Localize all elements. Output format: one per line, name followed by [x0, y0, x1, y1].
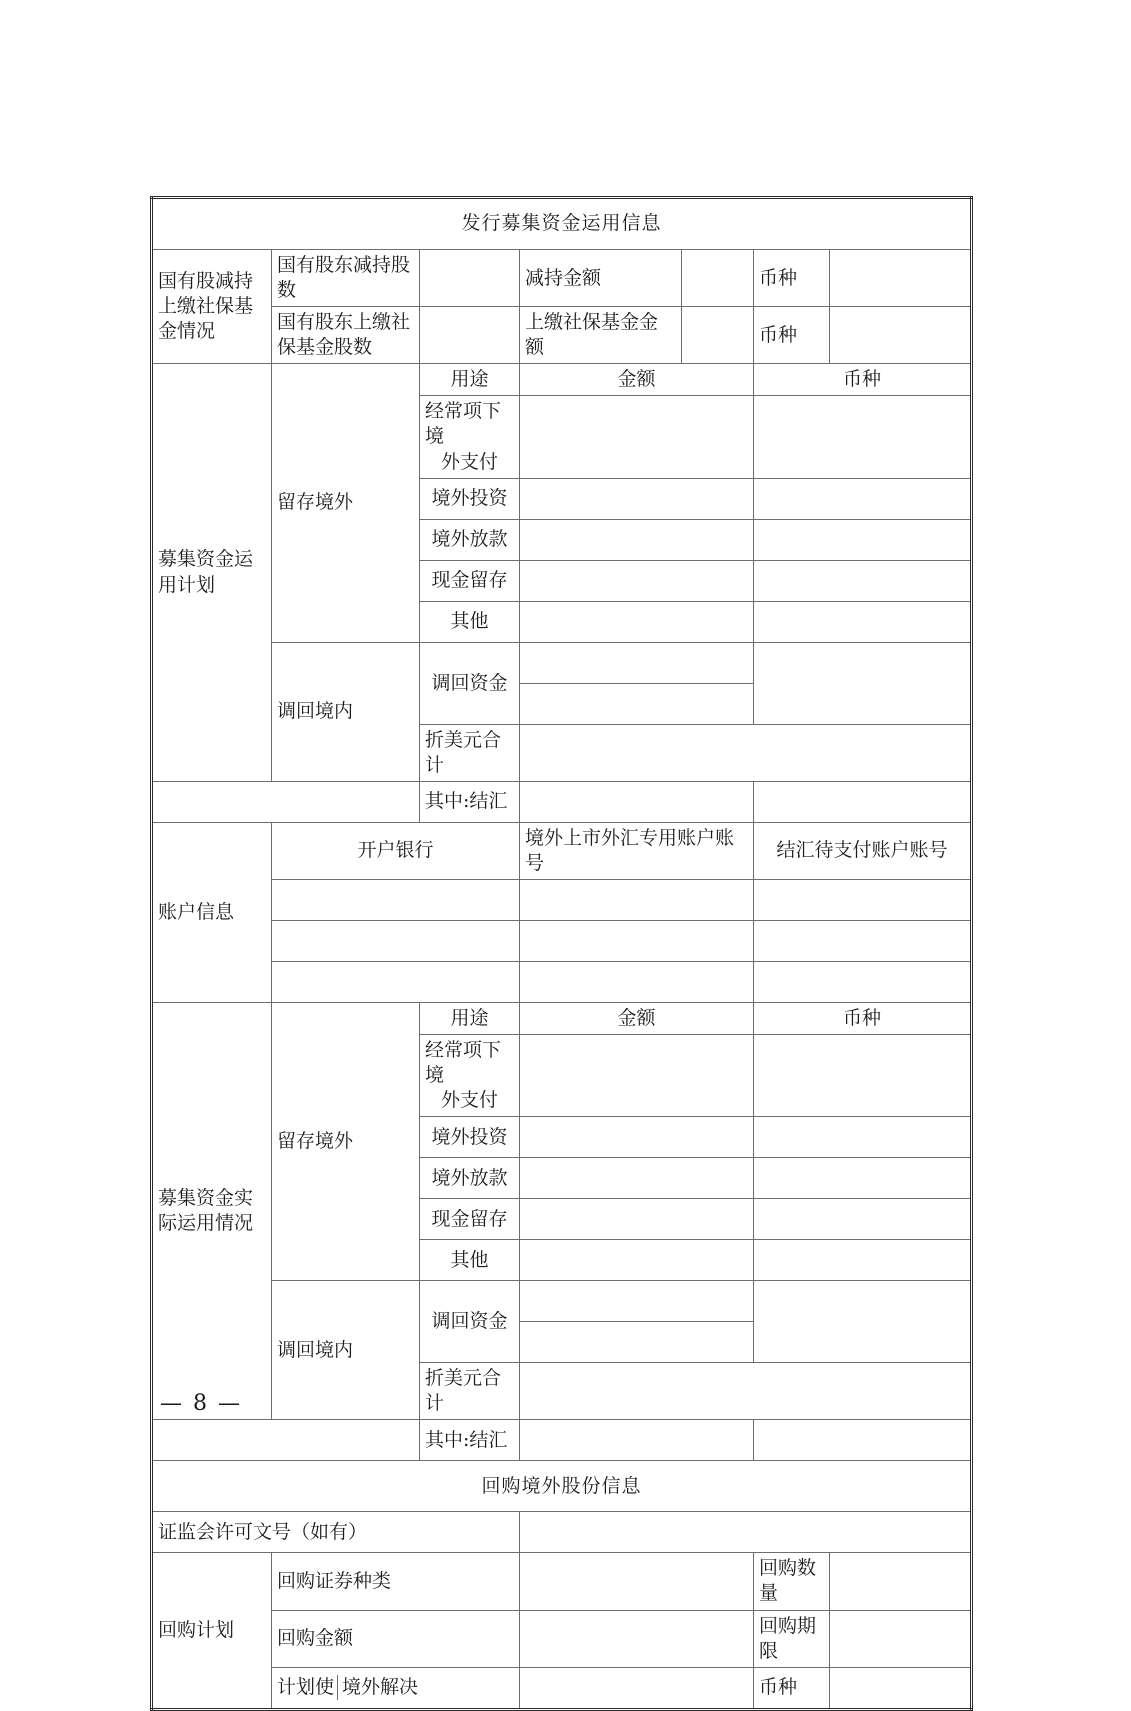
fund-actual-purpose-current-account-payment	[420, 1035, 520, 1117]
fund-actual-settlement-currency[interactable]	[754, 1420, 972, 1461]
fund-plan-amount-recalled-funds-1[interactable]	[520, 642, 754, 683]
account-info-settlement-account-1[interactable]	[754, 879, 972, 920]
buyback-amount-label: 回购金额	[272, 1610, 520, 1667]
form-table-container	[150, 196, 970, 1711]
split-label-wrapper	[277, 1675, 514, 1700]
fund-actual-currency-current-account-payment[interactable]	[754, 1035, 972, 1117]
account-info-bank-2[interactable]	[272, 920, 520, 961]
state-shares-reduction-shares-value[interactable]	[420, 250, 520, 307]
account-info-settlement-account-3[interactable]	[754, 961, 972, 1002]
buyback-quantity-label: 回购数量	[754, 1553, 830, 1610]
account-info-data-row-2	[152, 920, 972, 961]
fund-plan-settlement-spacer	[152, 781, 420, 822]
fund-actual-currency-overseas-investment[interactable]	[754, 1117, 972, 1158]
fund-actual-recalled-funds-row-1	[152, 1281, 972, 1322]
state-shares-ssf-currency-label: 币种	[754, 307, 830, 364]
buyback-period-label: 回购期限	[754, 1610, 830, 1667]
fund-actual-header-purpose: 用途	[420, 1002, 520, 1034]
account-info-header-bank: 开户银行	[272, 822, 520, 879]
fund-plan-purpose-other: 其他	[420, 601, 520, 642]
fund-actual-settlement-spacer	[152, 1420, 420, 1461]
buyback-section-title: 回购境外股份信息	[152, 1461, 972, 1512]
account-info-header-row	[152, 822, 972, 879]
fund-actual-settlement-row	[152, 1420, 972, 1461]
buyback-plan-row-1	[152, 1553, 972, 1610]
account-info-bank-1[interactable]	[272, 879, 520, 920]
state-shares-ssf-shares-label: 国有股东上缴社保基金股数	[272, 307, 420, 364]
fund-plan-settlement-row	[152, 781, 972, 822]
fund-actual-amount-other[interactable]	[520, 1240, 754, 1281]
account-info-header-account-no: 境外上市外汇专用账户账号	[520, 822, 754, 879]
fund-actual-purpose-overseas-investment: 境外投资	[420, 1117, 520, 1158]
fund-actual-amount-recalled-funds-2[interactable]	[520, 1322, 754, 1363]
page-number: — 8 —	[160, 1391, 242, 1416]
fund-actual-amount-current-account-payment[interactable]	[520, 1035, 754, 1117]
fund-actual-purpose-cash-retention: 现金留存	[420, 1199, 520, 1240]
buyback-overseas-resolution-value[interactable]	[520, 1667, 754, 1709]
fund-plan-currency-current-account-payment[interactable]	[754, 396, 972, 478]
section-title-row	[152, 198, 972, 250]
state-shares-row-2	[152, 307, 972, 364]
state-shares-ssf-amount-value[interactable]	[682, 307, 754, 364]
fund-actual-header-amount: 金额	[520, 1002, 754, 1034]
state-shares-reduction-amount-value[interactable]	[682, 250, 754, 307]
buyback-period-value[interactable]	[830, 1610, 972, 1667]
fund-plan-header-amount: 金额	[520, 364, 754, 396]
fund-plan-purpose-recalled-funds: 调回资金	[420, 642, 520, 724]
state-shares-reduction-currency-value[interactable]	[830, 250, 972, 307]
fund-plan-row-label: 募集资金运用计划	[152, 364, 272, 781]
fund-plan-amount-overseas-investment[interactable]	[520, 478, 754, 519]
account-info-header-settlement-account: 结汇待支付账户账号	[754, 822, 972, 879]
fund-plan-currency-recalled-funds[interactable]	[754, 642, 972, 724]
fund-plan-header-purpose: 用途	[420, 364, 520, 396]
fund-plan-settlement-amount[interactable]	[520, 781, 754, 822]
fund-plan-amount-recalled-funds-2[interactable]	[520, 683, 754, 724]
purpose-line-1: 经常项下境	[425, 1039, 502, 1087]
account-info-account-no-1[interactable]	[520, 879, 754, 920]
buyback-csrc-row	[152, 1512, 972, 1553]
fund-actual-usd-total-label: 折美元合计	[420, 1363, 520, 1420]
purpose-line-2: 外支付	[440, 1089, 498, 1112]
fund-actual-row-label: 募集资金实际运用情况	[152, 1002, 272, 1419]
fund-plan-header-row	[152, 364, 972, 396]
state-shares-row-1	[152, 250, 972, 307]
fund-plan-settlement-label: 其中:结汇	[420, 781, 520, 822]
purpose-line-1: 经常项下境	[425, 400, 502, 448]
account-info-data-row-1	[152, 879, 972, 920]
purpose-line-2: 外支付	[440, 450, 498, 473]
account-info-data-row-3	[152, 961, 972, 1002]
state-shares-reduction-shares-label: 国有股东减持股数	[272, 250, 420, 307]
buyback-plan-row-2	[152, 1610, 972, 1667]
fund-plan-purpose-overseas-lending: 境外放款	[420, 519, 520, 560]
fund-plan-purpose-cash-retention: 现金留存	[420, 560, 520, 601]
account-info-settlement-account-2[interactable]	[754, 920, 972, 961]
fund-actual-currency-other[interactable]	[754, 1240, 972, 1281]
fund-actual-settlement-amount[interactable]	[520, 1420, 754, 1461]
fund-actual-group-repatriate: 调回境内	[272, 1281, 420, 1420]
buyback-amount-value[interactable]	[520, 1610, 754, 1667]
fund-actual-amount-overseas-lending[interactable]	[520, 1158, 754, 1199]
buyback-security-type-value[interactable]	[520, 1553, 754, 1610]
buyback-quantity-value[interactable]	[830, 1553, 972, 1610]
state-shares-ssf-currency-value[interactable]	[830, 307, 972, 364]
fund-plan-group-overseas: 留存境外	[272, 364, 420, 642]
account-info-account-no-3[interactable]	[520, 961, 754, 1002]
issue-section-title: 发行募集资金运用信息	[152, 198, 972, 250]
buyback-plan-use-label: 计划使	[277, 1675, 338, 1700]
account-info-row-label: 账户信息	[152, 822, 272, 1002]
fund-plan-header-currency: 币种	[754, 364, 972, 396]
buyback-security-type-label: 回购证券种类	[272, 1553, 520, 1610]
fund-plan-currency-overseas-investment[interactable]	[754, 478, 972, 519]
fund-plan-usd-total-value[interactable]	[520, 724, 972, 781]
fund-actual-purpose-other: 其他	[420, 1240, 520, 1281]
account-info-bank-3[interactable]	[272, 961, 520, 1002]
fund-plan-recalled-funds-row-1	[152, 642, 972, 683]
state-shares-ssf-shares-value[interactable]	[420, 307, 520, 364]
fund-plan-amount-cash-retention[interactable]	[520, 560, 754, 601]
state-shares-row-label: 国有股减持上缴社保基金情况	[152, 250, 272, 364]
fund-plan-purpose-current-account-payment	[420, 396, 520, 478]
fund-plan-currency-overseas-lending[interactable]	[754, 519, 972, 560]
fund-plan-group-repatriate: 调回境内	[272, 642, 420, 781]
buyback-csrc-value[interactable]	[520, 1512, 972, 1553]
fund-actual-header-currency: 币种	[754, 1002, 972, 1034]
buyback-overseas-resolution-label	[272, 1667, 520, 1709]
fund-actual-purpose-recalled-funds: 调回资金	[420, 1281, 520, 1363]
buyback-plan-row-3	[152, 1667, 972, 1709]
buyback-overseas-resolve-label: 境外解决	[342, 1676, 419, 1699]
fund-actual-amount-overseas-investment[interactable]	[520, 1117, 754, 1158]
fund-plan-amount-other[interactable]	[520, 601, 754, 642]
state-shares-ssf-amount-label: 上缴社保基金金额	[520, 307, 682, 364]
buyback-csrc-label: 证监会许可文号（如有）	[152, 1512, 520, 1553]
state-shares-reduction-amount-label: 减持金额	[520, 250, 682, 307]
fund-plan-amount-overseas-lending[interactable]	[520, 519, 754, 560]
fund-plan-currency-other[interactable]	[754, 601, 972, 642]
fund-actual-amount-recalled-funds-1[interactable]	[520, 1281, 754, 1322]
fund-actual-settlement-label: 其中:结汇	[420, 1420, 520, 1461]
fund-plan-settlement-currency[interactable]	[754, 781, 972, 822]
buyback-section-title-row	[152, 1461, 972, 1512]
state-shares-reduction-currency-label: 币种	[754, 250, 830, 307]
account-info-account-no-2[interactable]	[520, 920, 754, 961]
fund-actual-header-row	[152, 1002, 972, 1034]
fund-actual-purpose-overseas-lending: 境外放款	[420, 1158, 520, 1199]
fund-actual-currency-recalled-funds[interactable]	[754, 1281, 972, 1363]
fund-plan-usd-total-label: 折美元合计	[420, 724, 520, 781]
fund-plan-currency-cash-retention[interactable]	[754, 560, 972, 601]
fund-actual-currency-overseas-lending[interactable]	[754, 1158, 972, 1199]
fund-actual-currency-cash-retention[interactable]	[754, 1199, 972, 1240]
fund-actual-amount-cash-retention[interactable]	[520, 1199, 754, 1240]
overseas-listing-fund-form	[150, 196, 973, 1711]
fund-plan-amount-current-account-payment[interactable]	[520, 396, 754, 478]
fund-plan-purpose-overseas-investment: 境外投资	[420, 478, 520, 519]
fund-actual-group-overseas: 留存境外	[272, 1002, 420, 1280]
buyback-currency-label: 币种	[754, 1667, 830, 1709]
buyback-plan-label: 回购计划	[152, 1553, 272, 1709]
fund-actual-usd-total-value[interactable]	[520, 1363, 972, 1420]
buyback-currency-value[interactable]	[830, 1667, 972, 1709]
